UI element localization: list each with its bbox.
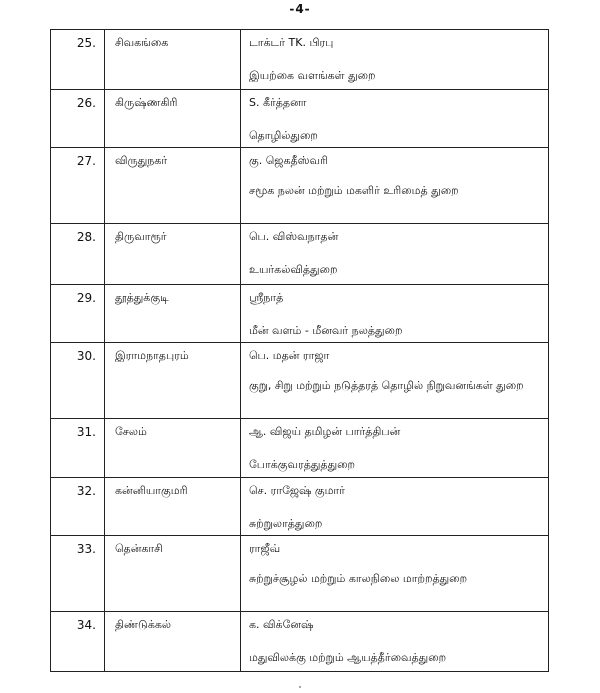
scan-speck [299, 686, 301, 688]
department-name: உயர்கல்வித்துறை [249, 263, 338, 276]
row-number [51, 285, 105, 343]
department-name: குறு, சிறு மற்றும் நடுத்தரத் தொழில் நிறுவனங்கள் துறை [249, 379, 524, 392]
district-name: விருதுநகர் [115, 154, 168, 167]
officer-name: S. கீர்த்தனா [249, 96, 307, 109]
row-number [51, 90, 105, 148]
officer-assignment-table [50, 29, 549, 672]
row-number-text: 33. [76, 542, 96, 556]
officer-cell [241, 224, 549, 285]
table-row [51, 419, 549, 478]
table-row [51, 90, 549, 148]
district-cell [105, 30, 241, 90]
district-cell [105, 343, 241, 419]
officer-cell [241, 30, 549, 90]
officer-name: ஆ. விஜய் தமிழன் பார்த்திபன் [249, 425, 401, 438]
district-name: திருவாரூர் [115, 230, 167, 243]
officer-name: டாக்டர் TK. பிரபு [249, 36, 334, 49]
row-number [51, 343, 105, 419]
row-number [51, 536, 105, 612]
district-name: கிருஷ்ணகிரி [115, 96, 178, 109]
district-cell [105, 224, 241, 285]
row-number [51, 224, 105, 285]
table-row [51, 536, 549, 612]
row-number-text: 32. [76, 484, 96, 498]
department-name: சுற்றுலாத்துறை [249, 517, 323, 530]
table-row [51, 224, 549, 285]
officer-cell [241, 536, 549, 612]
district-name: திண்டுக்கல் [115, 618, 172, 631]
district-cell [105, 419, 241, 478]
officer-cell [241, 90, 549, 148]
department-name: மதுவிலக்கு மற்றும் ஆயத்தீர்வைத்துறை [249, 651, 447, 664]
table-row [51, 478, 549, 536]
row-number-text: 28. [76, 230, 96, 244]
department-name: தொழில்துறை [249, 129, 318, 142]
row-number-text: 34. [76, 618, 96, 632]
officer-cell [241, 148, 549, 224]
district-name: சேலம் [115, 425, 147, 438]
officer-cell [241, 419, 549, 478]
table-row [51, 612, 549, 672]
officer-cell [241, 478, 549, 536]
officer-name: கு. ஜெகதீஸ்வரி [249, 154, 328, 167]
district-cell [105, 536, 241, 612]
row-number-text: 25. [76, 36, 96, 50]
district-name: தூத்துக்குடி [115, 291, 169, 304]
officer-cell [241, 612, 549, 672]
department-name: இயற்கை வளங்கள் துறை [249, 69, 376, 82]
district-cell [105, 612, 241, 672]
department-name: மீன் வளம் - மீனவர் நலத்துறை [249, 324, 403, 337]
district-cell [105, 90, 241, 148]
district-cell [105, 285, 241, 343]
table-row [51, 148, 549, 224]
officer-name: செ. ராஜேஷ் குமார் [249, 484, 345, 497]
officer-cell [241, 285, 549, 343]
department-name: சமூக நலன் மற்றும் மகளிர் உரிமைத் துறை [249, 184, 459, 197]
department-name: சுற்றுச்சூழல் மற்றும் காலநிலை மாற்றத்துறை [249, 572, 468, 585]
district-cell [105, 478, 241, 536]
row-number [51, 478, 105, 536]
officer-name: பெ. விஸ்வநாதன் [249, 230, 339, 243]
district-name: தென்காசி [115, 542, 163, 555]
district-name: கன்னியாகுமரி [115, 484, 188, 497]
row-number [51, 419, 105, 478]
officer-name: க. விக்னேஷ் [249, 618, 314, 631]
table-row [51, 30, 549, 90]
page-number: -4- [289, 2, 311, 16]
row-number [51, 148, 105, 224]
row-number [51, 612, 105, 672]
row-number-text: 27. [76, 154, 96, 168]
officer-name: பெ. மதன் ராஜா [249, 349, 330, 362]
row-number [51, 30, 105, 90]
district-cell [105, 148, 241, 224]
officer-name: ராஜீவ் [249, 542, 281, 555]
district-name: சிவகங்கை [115, 36, 169, 49]
row-number-text: 31. [76, 425, 96, 439]
table-row [51, 343, 549, 419]
row-number-text: 26. [76, 96, 96, 110]
table-row [51, 285, 549, 343]
officer-cell [241, 343, 549, 419]
row-number-text: 29. [76, 291, 96, 305]
district-name: இராமநாதபுரம் [115, 349, 189, 362]
officer-name: ஸ்ரீநாத் [249, 291, 284, 304]
row-number-text: 30. [76, 349, 96, 363]
department-name: போக்குவரத்துத்துறை [249, 458, 356, 471]
